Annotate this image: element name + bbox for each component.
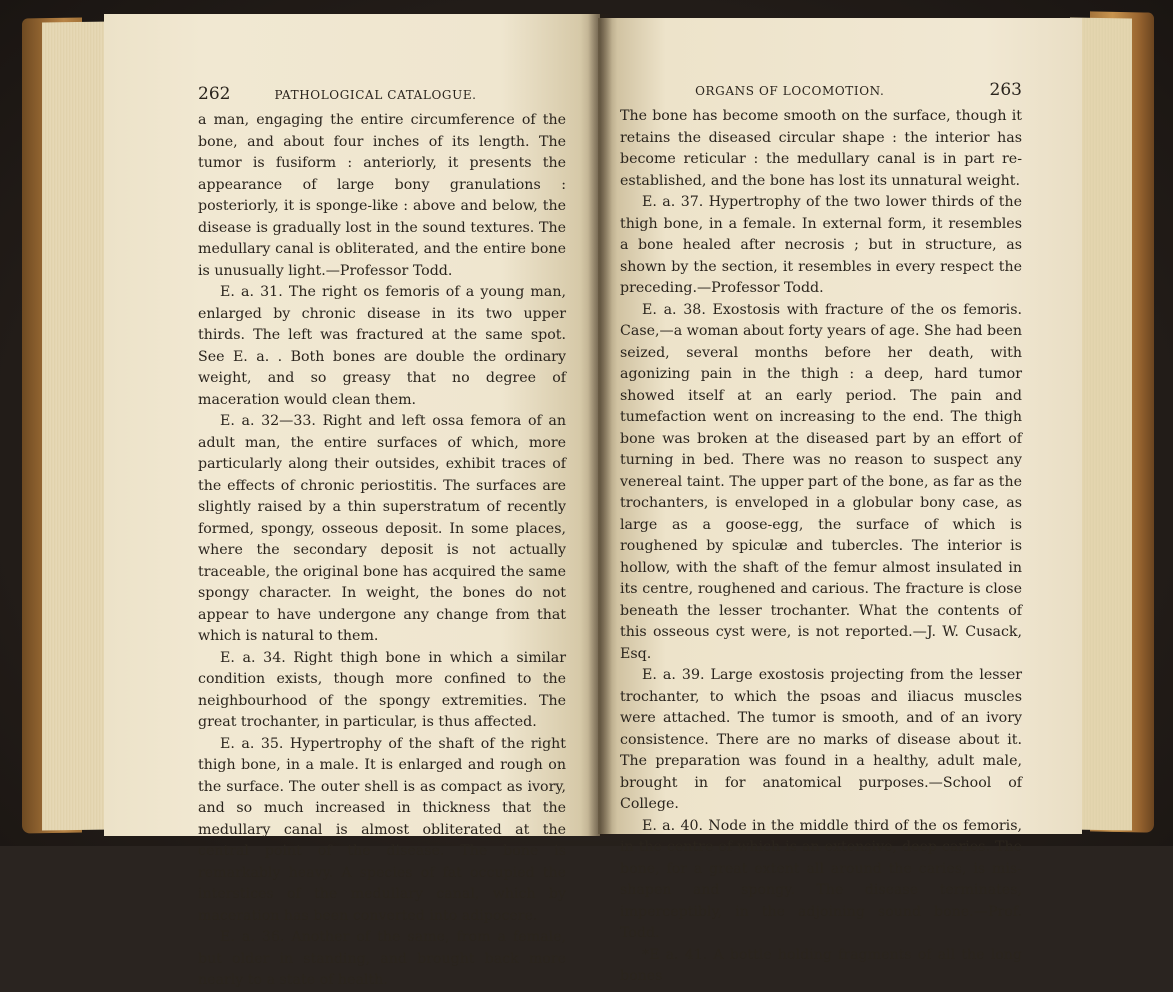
paragraph: E. a. 37. Hypertrophy of the two lower thirds of the thigh bone, in a female. In external form, it resembles a bone healed after necrosis ; but in structure, as shown by the section, it resembles in every respect the preceding.—Professor Todd. xyxy=(620,194,1022,296)
paragraph: E. a. 38. Exostosis with fracture of the os femoris. Case,—a woman about forty years of age. She had been seized, several months before her death, with agonizing pain in the thigh : a deep, hard tumor showed itself at an early period. The pain and tumefaction went on increasing to the end. The thigh bone was broken at the diseased part by an effort of turning in bed. There was no reason to suspect any venereal taint. The upper part of the bone, as far as the trochanters, is enveloped in a globular bony case, as large as a goose-egg, the surface of which is roughened by spiculæ and tubercles. The interior is hollow, with the shaft of the femur almost insulated in its centre, roughened and carious. The fracture is close beneath the lesser trochanter. What the contents of this osseous cyst were, is not reported.—J. W. Cusack, Esq. xyxy=(620,301,1022,662)
paragraph: *E a. 41. A bottle holding fragments of all the long bones xyxy=(620,946,1022,984)
paragraph: E. a. 40. Node in the middle third of the os femoris, in the centre of which is an extensive, deep caries. The bone, for a great extent all around the caries, is mis-shapen and spongy. The disease terminates, imperceptibly, in the adjoining sound bone.—Prof. Todd. xyxy=(620,817,1022,941)
right-page-header xyxy=(620,80,1022,100)
running-head: ORGANS OF LOCOMOTION. xyxy=(695,84,885,98)
paragraph: E. a. 32—33. Right and left ossa femora of an adult man, the entire surfaces of which, more particularly along their outsides, exhibit traces of the effects of chronic periostitis. The surfaces are slightly raised by a thin superstratum of recently formed, spongy, osseous deposit. In some places, where the secondary deposit is not actually traceable, the original bone has acquired the same spongy character. In weight, the bones do not appear to have undergone any change from that which is natural to them. xyxy=(198,413,566,644)
page-number: 263 xyxy=(989,80,1022,100)
paragraph: a man, engaging the entire circumference of the bone, and about four inches of its length. The tumor is fusiform : anteriorly, it presents the appearance of large bony granulations : posteriorly, it is sponge-like : above and below, the disease is gradually lost in the sound textures. The medullary canal is obliterated, and the entire bone is unusually light.—Professor Todd. xyxy=(198,112,566,279)
left-page-edges xyxy=(42,22,112,831)
book-gutter xyxy=(588,14,612,836)
left-page xyxy=(104,14,600,988)
paragraph: E. a. 35. Hypertrophy of the shaft of the right thigh bone, in a male. It is enlarged and rough on the surface. The outer shell is as compact as ivory, and so much increased in thickness that the medullary canal is almost obliterated at the central point of the disease. The bone is remarkably heavy. A species of fat occupied the interstices of the medullary canal, which by maceration has been converted into adipocere. xyxy=(198,735,566,924)
paragraph: E. a. 34. Right thigh bone in which a similar condition exists, though more confined to the neighbourhood of the spongy extremities. The great trochanter, in particular, is thus affected. xyxy=(198,649,566,730)
paragraph: E. a. 31. The right os femoris of a young man, enlarged by chronic disease in its two upper thirds. The left was fractured at the same spot. See E. a. . Both bones are double the ordinary weight, and so greasy that no degree of maceration would clean them. xyxy=(198,284,566,408)
right-page xyxy=(598,18,1082,984)
page-number: 262 xyxy=(198,84,231,104)
paragraph: The bone has become smooth on the surface, though it retains the diseased circular shape : the interior has become reticular : the medullary canal is in part re-established, and the bone has lost its unnatural weight. xyxy=(620,108,1022,189)
paragraph: E. a. 39. Large exostosis projecting from the lesser trochanter, to which the psoas and iliacus muscles were attached. The tumor is smooth, and of an ivory consistence. There are no marks of disease about it. The preparation was found in a healthy, adult male, brought in for anatomical purposes.—School of College. xyxy=(620,667,1022,812)
paragraph: E. a. 36. Another of the same, from a female, but older in standing, and brought back more nearly to a state of health. xyxy=(198,929,566,988)
left-page-body xyxy=(198,110,566,992)
left-page-header xyxy=(198,84,566,104)
right-page-body xyxy=(620,106,1022,988)
running-head: PATHOLOGICAL CATALOGUE. xyxy=(274,88,477,102)
